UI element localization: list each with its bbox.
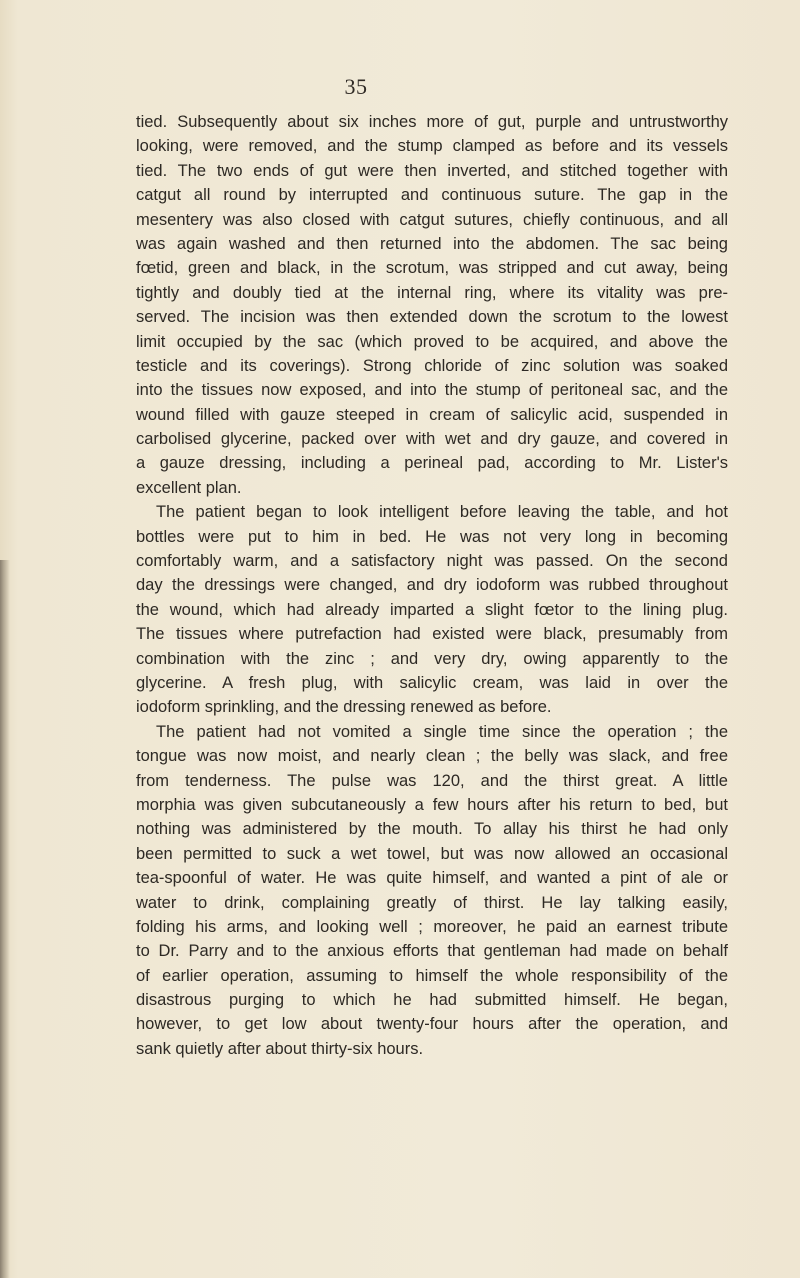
page-number: 35 — [344, 74, 368, 99]
text-line: folding his arms, and looking well ; moreover, he paid an earnest tribute — [136, 917, 728, 936]
text-line: mesentery was also closed with catgut sutures, chiefly continuous, and all — [136, 210, 728, 229]
paragraph — [136, 500, 728, 720]
text-line: sank quietly after about thirty-six hours. — [136, 1039, 424, 1058]
text-line: day the dressings were changed, and dry iodoform was rubbed throughout — [136, 576, 728, 595]
text-line: testicle and its coverings). Strong chloride of zinc solution was soaked — [136, 356, 728, 375]
text-line: served. The incision was then extended down the scrotum to the lowest — [136, 308, 728, 327]
text-line: tightly and doubly tied at the internal ring, where its vitality was pre- — [136, 283, 728, 302]
text-line: wound filled with gauze steeped in cream of salicylic acid, suspended in — [136, 405, 728, 424]
text-line: water to drink, complaining greatly of thirst. He lay talking easily, — [136, 893, 728, 912]
text-line: into the tissues now exposed, and into the stump of peritoneal sac, and the — [136, 381, 728, 400]
text-line: from tenderness. The pulse was 120, and the thirst great. A little — [136, 771, 728, 790]
text-line: been permitted to suck a wet towel, but was now allowed an occasional — [136, 844, 728, 863]
text-line: catgut all round by interrupted and continuous suture. The gap in the — [136, 186, 728, 205]
paragraph — [136, 110, 728, 500]
text-line: to Dr. Parry and to the anxious efforts that gentleman had made on behalf — [136, 942, 728, 961]
text-line: the wound, which had already imparted a slight fœtor to the lining plug. — [136, 600, 728, 619]
text-line: excellent plan. — [136, 478, 242, 497]
text-line: nothing was administered by the mouth. To allay his thirst he had only — [136, 820, 728, 839]
text-line: disastrous purging to which he had submitted himself. He began, — [136, 991, 728, 1010]
paragraph — [136, 720, 728, 1061]
text-line: iodoform sprinkling, and the dressing renewed as before. — [136, 698, 552, 717]
text-line: fœtid, green and black, in the scrotum, was stripped and cut away, being — [136, 259, 728, 278]
text-line: comfortably warm, and a satisfactory night was passed. On the second — [136, 552, 728, 571]
text-line: tied. Subsequently about six inches more of gut, purple and untrustworthy — [136, 113, 728, 131]
text-line: was again washed and then returned into the abdomen. The sac being — [136, 234, 728, 253]
text-line: morphia was given subcutaneously a few hours after his return to bed, but — [136, 795, 728, 814]
text-line: carbolised glycerine, packed over with wet and dry gauze, and covered in — [136, 430, 728, 449]
text-line: of earlier operation, assuming to himself the whole responsibility of the — [136, 966, 728, 985]
text-line: however, to get low about twenty-four hours after the operation, and — [136, 1015, 728, 1034]
text-line: combination with the zinc ; and very dry, owing apparently to the — [136, 649, 728, 668]
body-text — [136, 110, 728, 1061]
text-line: tied. The two ends of gut were then inverted, and stitched together with — [136, 161, 728, 180]
text-line: a gauze dressing, including a perineal pad, according to Mr. Lister's — [136, 454, 728, 473]
text-line: glycerine. A fresh plug, with salicylic cream, was laid in over the — [136, 673, 728, 692]
text-line: The patient began to look intelligent before leaving the table, and hot — [156, 503, 728, 522]
text-line: The tissues where putrefaction had existed were black, presumably from — [136, 625, 728, 644]
text-line: The patient had not vomited a single time since the operation ; the — [156, 722, 728, 741]
text-line: tongue was now moist, and nearly clean ; the belly was slack, and free — [136, 747, 728, 766]
text-line: looking, were removed, and the stump clamped as before and its vessels — [136, 137, 728, 156]
text-line: limit occupied by the sac (which proved to be acquired, and above the — [136, 332, 728, 351]
text-line: tea-spoonful of water. He was quite himself, and wanted a pint of ale or — [136, 869, 728, 888]
text-line: bottles were put to him in bed. He was not very long in becoming — [136, 527, 728, 546]
binding-shadow — [0, 560, 10, 1278]
